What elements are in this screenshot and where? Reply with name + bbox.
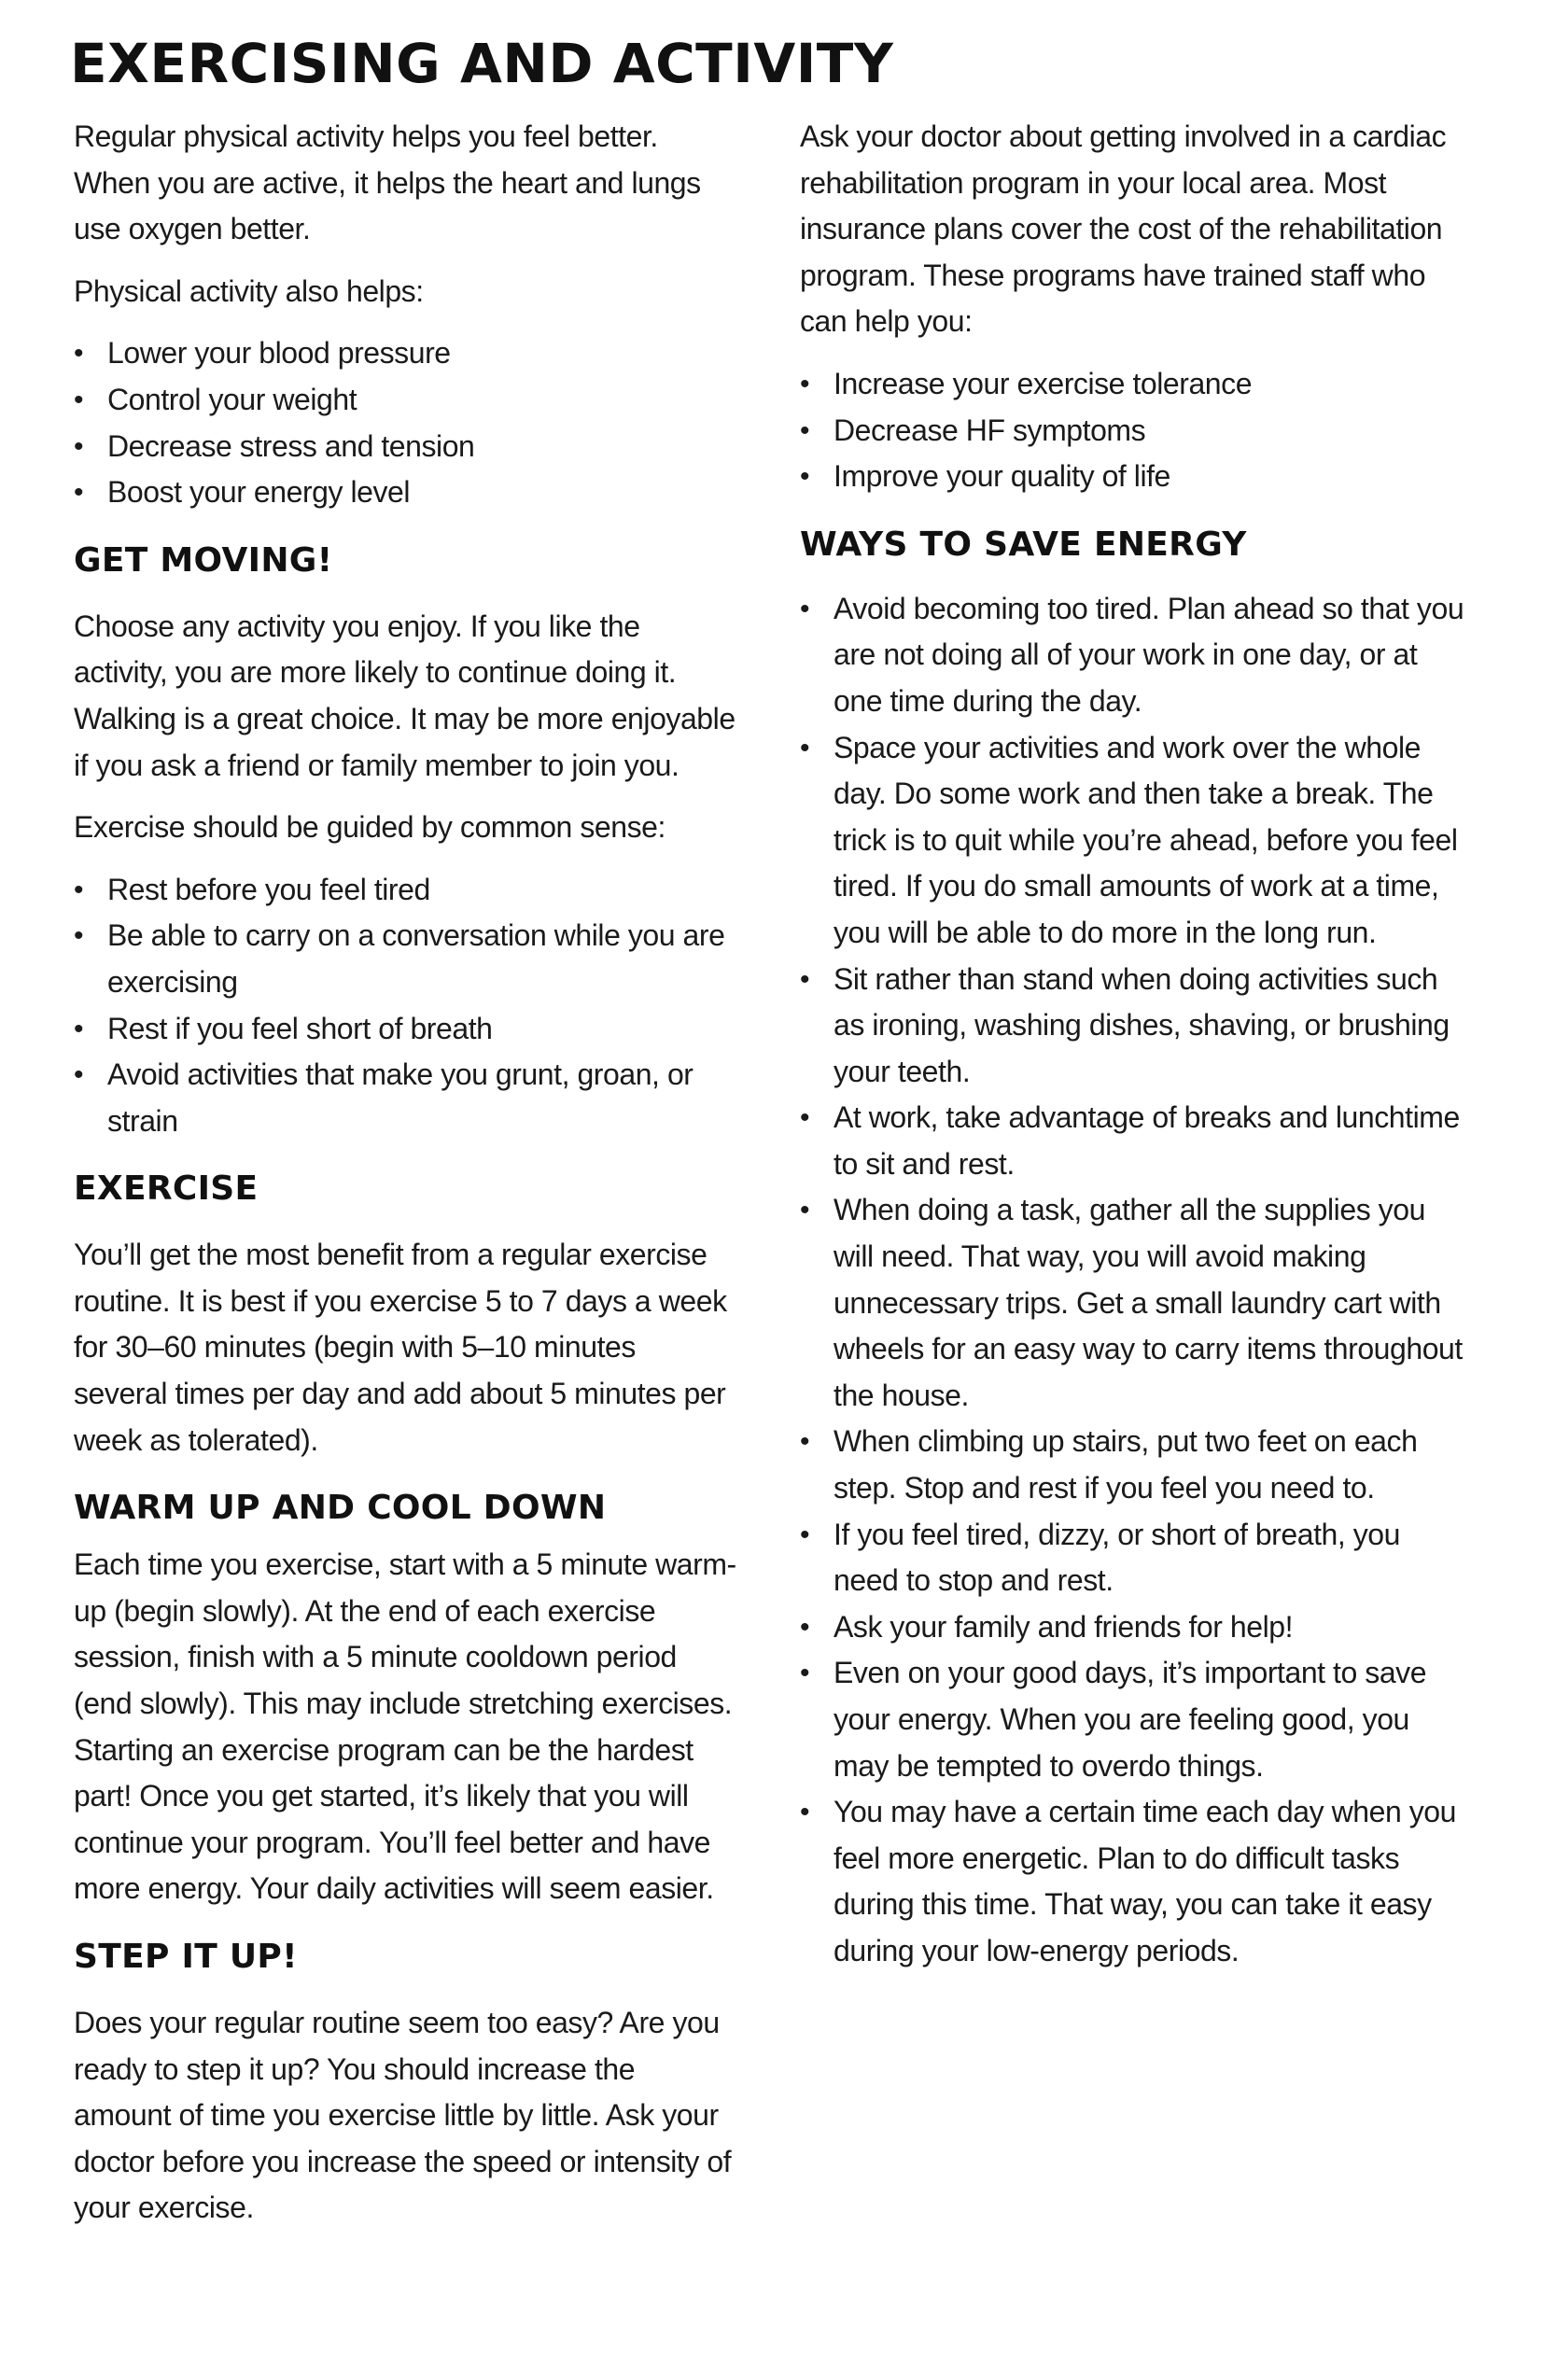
exercise-paragraph: You’ll get the most benefit from a regular exercise routine. It is best if you exercise 5 to 7 days a week for 30–60 minutes (begin with 5–10 minutes several times per day and add about 5 minutes per week as tolerated). [74,1238,727,1457]
page-title: EXERCISING AND ACTIVITY [70,32,894,95]
rehab-benefits-list [800,361,1472,500]
list-item: • Sit rather than stand when doing activities such as ironing, washing dishes, shaving, or brushing your teeth. [800,957,1472,1096]
step-it-up-paragraph: Does your regular routine seem too easy? Are you ready to step it up? You should increase the amount of time you exercise little by little. Ask your doctor before you increase the speed or intensity of your exercise. [74,2006,732,2225]
bullet-icon: • [74,338,84,370]
bullet-icon: • [74,874,84,905]
list-item: • Boost your energy level [74,469,736,516]
common-sense-lead-in: Exercise should be guided by common sense: [74,810,665,845]
save-energy-heading: WAYS TO SAVE ENERGY [800,525,1247,564]
list-item: • When climbing up stairs, put two feet on each step. Stop and rest if you feel you need to. [800,1419,1472,1511]
list-item: • Even on your good days, it’s important to save your energy. When you are feeling good, you may be tempted to overdo things. [800,1650,1472,1789]
list-item: • Increase your exercise tolerance [800,361,1472,408]
exercise-heading: EXERCISE [74,1169,259,1209]
list-item: • Avoid activities that make you grunt, groan, or strain [74,1052,736,1144]
bullet-icon: • [74,430,84,462]
common-sense-list [74,867,736,1145]
bullet-icon: • [800,1102,810,1134]
list-item: • Lower your blood pressure [74,330,736,377]
bullet-icon: • [800,1611,810,1643]
list-item: • When doing a task, gather all the supplies you will need. That way, you will avoid making unnecessary trips. Get a small laundry cart with wheels for an easy way to carry items throughout the house. [800,1187,1472,1419]
bullet-icon: • [800,461,810,493]
list-item: • You may have a certain time each day when you feel more energetic. Plan to do difficult tasks during this time. That way, you can take it easy during your low-energy periods. [800,1789,1472,1974]
warm-up-paragraph: Each time you exercise, start with a 5 minute warm-up (begin slowly). At the end of each exercise session, finish with a 5 minute cooldown period (end slowly). This may include stretching exercises. Starting an exercise program can be the hardest part! Once you get started, it’s likely that you will continue your program. You’ll feel better and have more energy. Your daily activities will seem easier. [74,1547,736,1906]
bullet-icon: • [800,368,810,399]
list-item: • Be able to carry on a conversation while you are exercising [74,913,736,1005]
bullet-icon: • [800,732,810,763]
right-column [800,114,1472,1975]
bullet-icon: • [800,1519,810,1550]
list-item: • Control your weight [74,377,736,424]
bullet-icon: • [800,593,810,624]
bullet-icon: • [800,1658,810,1689]
bullet-icon: • [800,414,810,446]
list-item: • Avoid becoming too tired. Plan ahead so that you are not doing all of your work in one day, or at one time during the day. [800,586,1472,725]
benefits-list [74,330,736,515]
list-item: • Decrease stress and tension [74,424,736,470]
bullet-icon: • [74,384,84,415]
rehab-paragraph: Ask your doctor about getting involved in a cardiac rehabilitation program in your local area. Most insurance plans cover the cost of the rehabilitation program. These programs have trained staff who can help you: [800,119,1447,339]
benefits-lead-in: Physical activity also helps: [74,273,424,308]
bullet-icon: • [800,963,810,995]
bullet-icon: • [800,1797,810,1828]
bullet-icon: • [74,920,84,952]
list-item: • Decrease HF symptoms [800,408,1472,455]
get-moving-heading: GET MOVING! [74,540,333,580]
list-item: • Rest before you feel tired [74,867,736,914]
bullet-icon: • [74,1013,84,1044]
save-energy-list [800,586,1472,1975]
list-item: • Space your activities and work over the whole day. Do some work and then take a break. The trick is to quit while you’re ahead, before you feel tired. If you do small amounts of work at a time, you will be able to do more in the long run. [800,725,1472,957]
list-item: • If you feel tired, dizzy, or short of breath, you need to stop and rest. [800,1512,1472,1604]
list-item: • At work, take advantage of breaks and lunchtime to sit and rest. [800,1095,1472,1187]
bullet-icon: • [74,1059,84,1091]
step-it-up-heading: STEP IT UP! [74,1938,298,1976]
warm-up-heading: WARM UP AND COOL DOWN [74,1489,607,1528]
bullet-icon: • [74,477,84,509]
list-item: • Rest if you feel short of breath [74,1006,736,1053]
bullet-icon: • [800,1426,810,1458]
list-item: • Ask your family and friends for help! [800,1604,1472,1651]
left-column [74,114,736,2247]
bullet-icon: • [800,1195,810,1226]
intro-paragraph: Regular physical activity helps you feel better. When you are active, it helps the heart and lungs use oxygen better. [74,119,701,246]
list-item: • Improve your quality of life [800,454,1472,500]
get-moving-paragraph: Choose any activity you enjoy. If you like the activity, you are more likely to continue doing it. Walking is a great choice. It may be more enjoyable if you ask a friend or family member to join you. [74,609,735,782]
